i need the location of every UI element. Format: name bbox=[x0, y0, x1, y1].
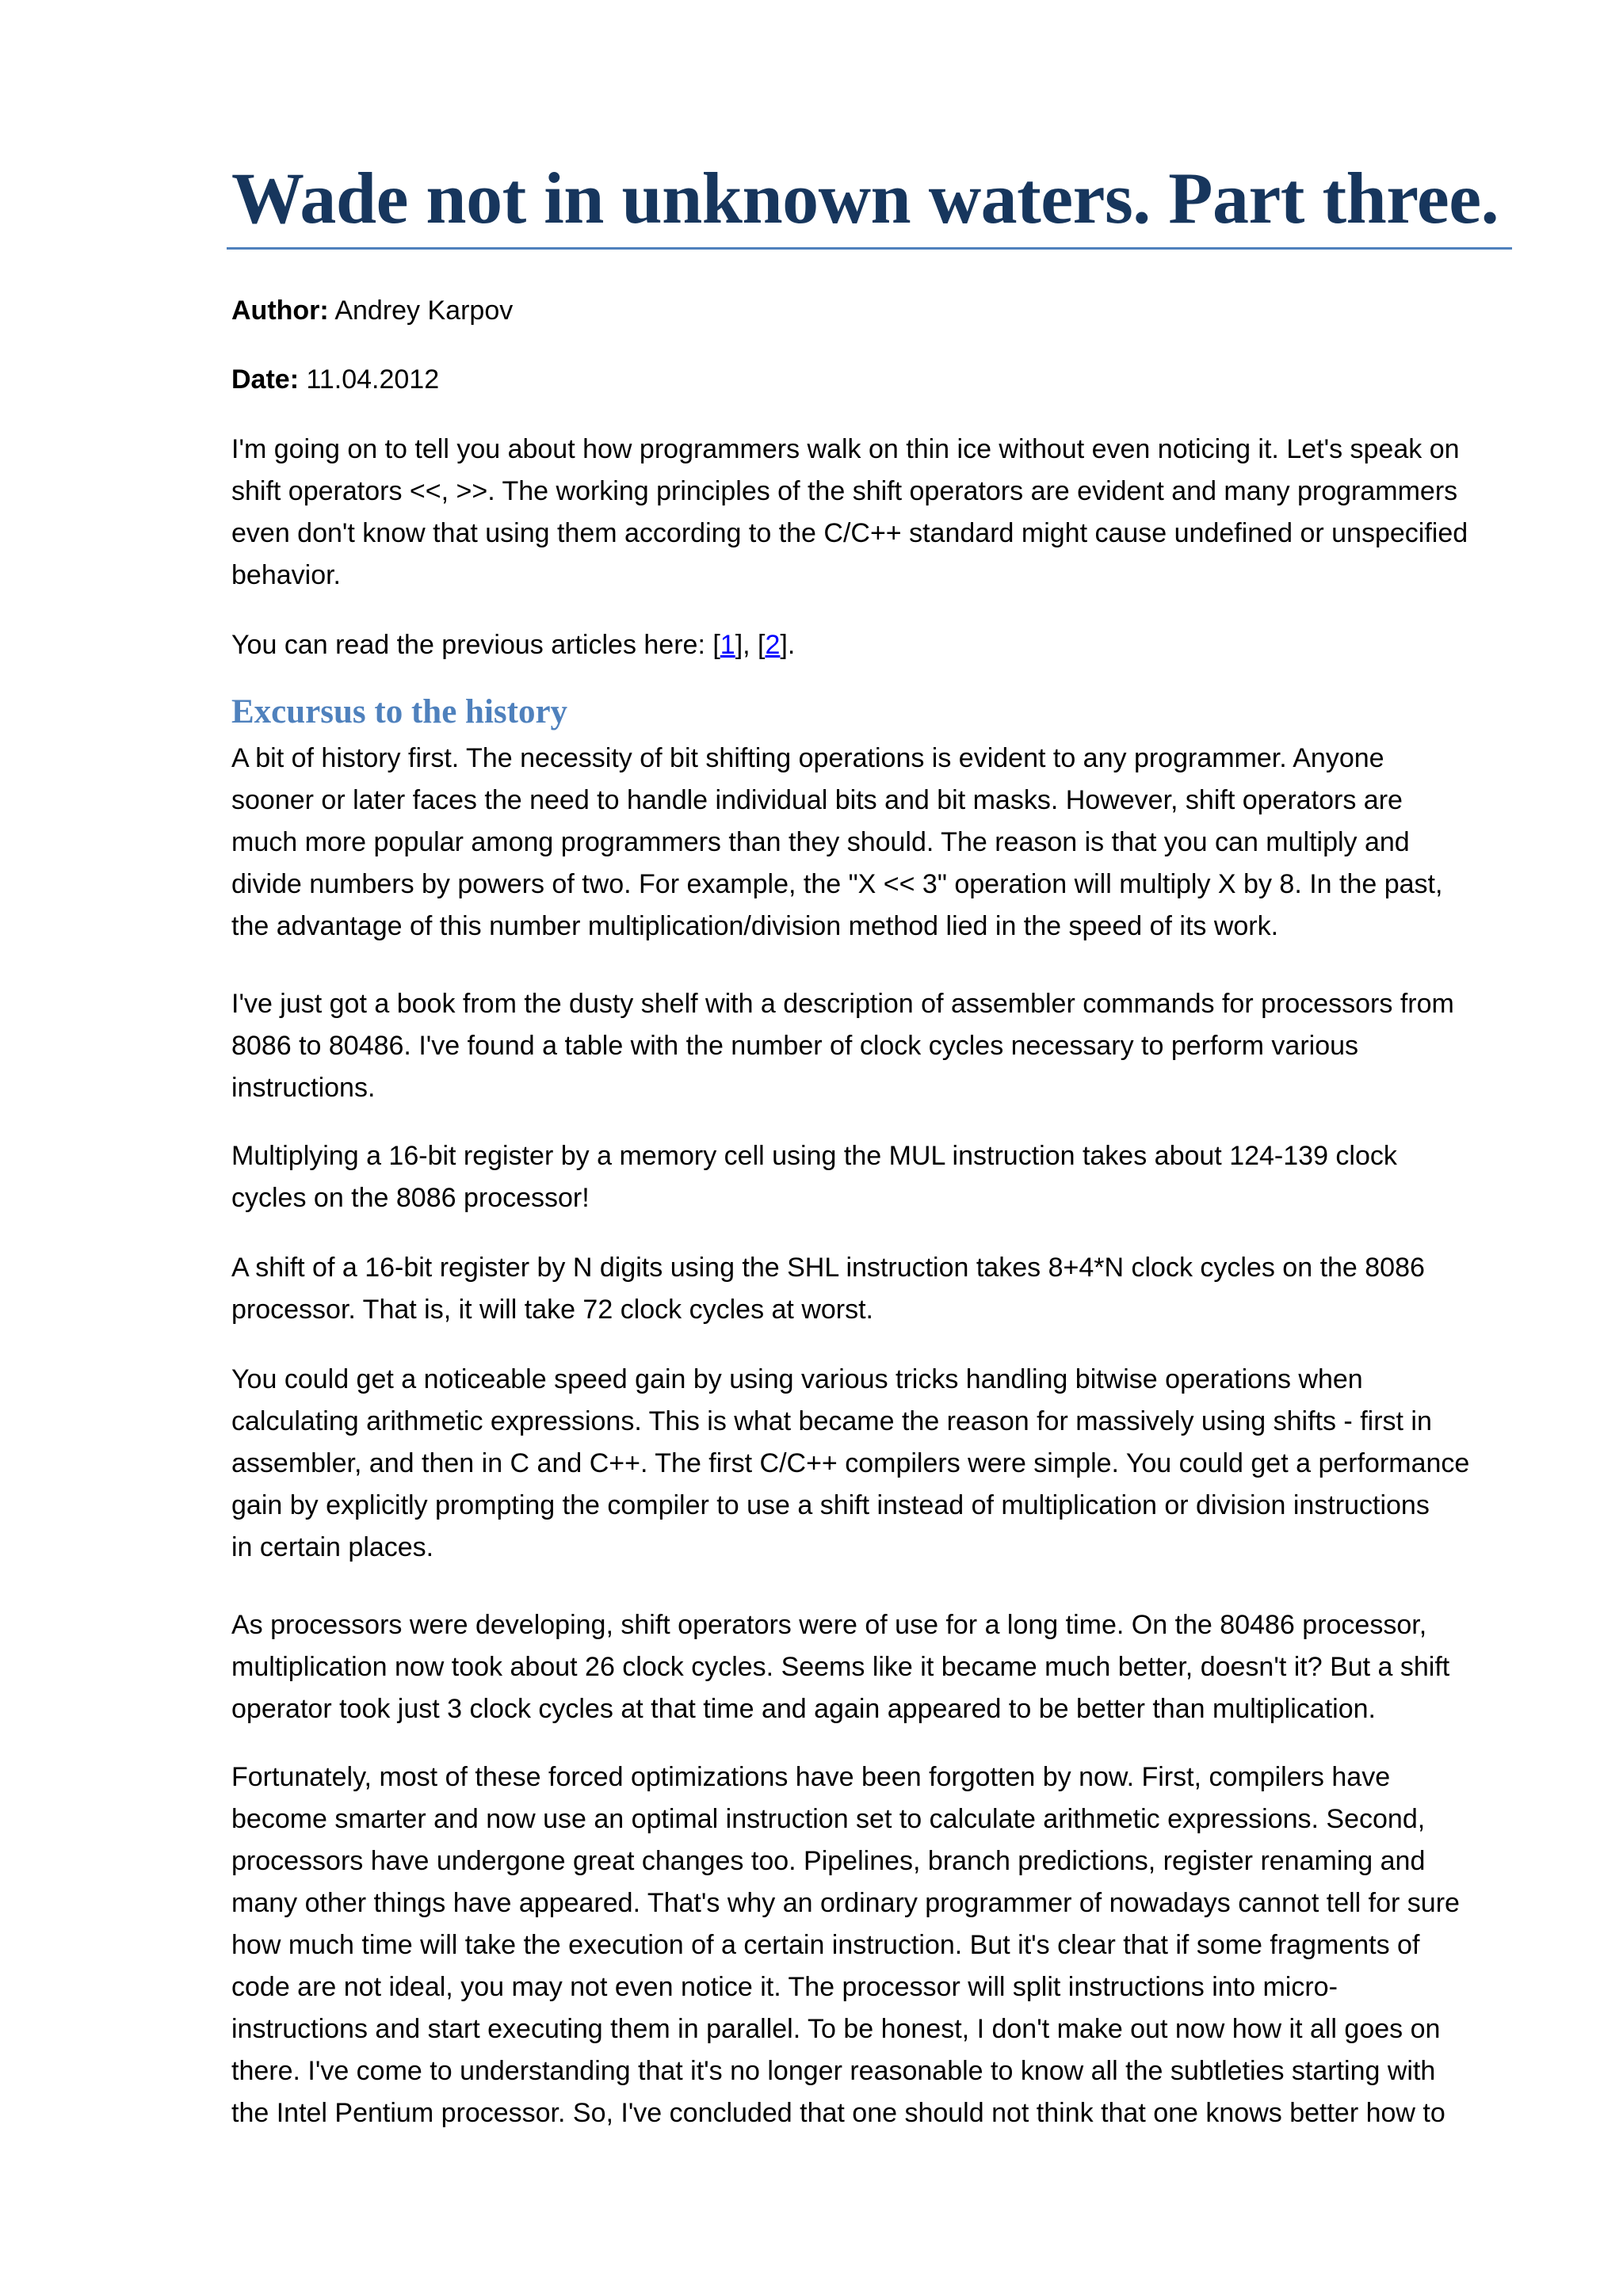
document-page bbox=[231, 151, 1515, 2128]
text-line: 8086 to 80486. I've found a table with the number of clock cycles necessary to perform various bbox=[231, 1031, 1359, 1061]
text-line: become smarter and now use an optimal instruction set to calculate arithmetic expressions. Second, bbox=[231, 1804, 1426, 1834]
text-line: As processors were developing, shift operators were of use for a long time. On the 80486 processor, bbox=[231, 1610, 1427, 1640]
text-line: sooner or later faces the need to handle individual bits and bit masks. However, shift operators are bbox=[231, 785, 1403, 815]
text-line: instructions and start executing them in parallel. To be honest, I don't make out now how it all goes on bbox=[231, 2014, 1441, 2044]
text-line: I've just got a book from the dusty shelf with a description of assembler commands for processors from bbox=[231, 989, 1454, 1019]
paragraph bbox=[231, 1604, 1547, 1730]
paragraph bbox=[231, 983, 1547, 1109]
intro-paragraph bbox=[231, 429, 1547, 597]
text-line: You could get a noticeable speed gain by using various tricks handling bitwise operations when bbox=[231, 1364, 1363, 1394]
text-line: processors have undergone great changes too. Pipelines, branch predictions, register renaming and bbox=[231, 1846, 1426, 1876]
author-name: Andrey Karpov bbox=[334, 296, 514, 326]
paragraph bbox=[231, 1135, 1547, 1219]
text-line: there. I've come to understanding that it's no longer reasonable to know all the subtleties starting with bbox=[231, 2056, 1436, 2086]
text-line: assembler, and then in C and C++. The first C/C++ compilers were simple. You could get a performance bbox=[231, 1448, 1470, 1478]
text-line: cycles on the 8086 processor! bbox=[231, 1183, 590, 1213]
text-line: the advantage of this number multiplication/division method lied in the speed of its work. bbox=[231, 911, 1279, 941]
document-title: Wade not in unknown waters. Part three. bbox=[231, 158, 1499, 238]
text-line: I'm going on to tell you about how programmers walk on thin ice without even noticing it. Let's speak on bbox=[231, 434, 1460, 464]
text-line: code are not ideal, you may not even notice it. The processor will split instructions into micro- bbox=[231, 1972, 1338, 2002]
author-label: Author: bbox=[231, 296, 329, 326]
title-underline bbox=[227, 247, 1512, 250]
previous-prefix: You can read the previous articles here: [ bbox=[231, 630, 720, 660]
text-line: how much time will take the execution of a certain instruction. But it's clear that if some fragments of bbox=[231, 1930, 1420, 1960]
date-line bbox=[231, 364, 439, 395]
paragraph bbox=[231, 1756, 1547, 2134]
text-line: behavior. bbox=[231, 560, 341, 590]
text-line: much more popular among programmers than they should. The reason is that you can multiply and bbox=[231, 827, 1410, 857]
text-line: multiplication now took about 26 clock cycles. Seems like it became much better, doesn't it? But a shift bbox=[231, 1652, 1450, 1682]
text-line: A bit of history first. The necessity of bit shifting operations is evident to any programmer. Anyone bbox=[231, 743, 1384, 773]
text-line: operator took just 3 clock cycles at that time and again appeared to be better than multiplication. bbox=[231, 1694, 1376, 1724]
text-line: A shift of a 16-bit register by N digits using the SHL instruction takes 8+4*N clock cycles on the 8086 bbox=[231, 1253, 1425, 1283]
text-line: shift operators <<, >>. The working principles of the shift operators are evident and many programmers bbox=[231, 476, 1458, 506]
article-link-1[interactable]: 1 bbox=[720, 630, 735, 660]
text-line: calculating arithmetic expressions. This is what became the reason for massively using shifts - first in bbox=[231, 1406, 1432, 1436]
date-value: 11.04.2012 bbox=[306, 364, 440, 395]
text-line: the Intel Pentium processor. So, I've concluded that one should not think that one knows better how to bbox=[231, 2098, 1445, 2128]
text-line: instructions. bbox=[231, 1073, 376, 1103]
author-line bbox=[231, 295, 513, 326]
paragraph bbox=[231, 1359, 1547, 1569]
text-line: even don't know that using them according to the C/C++ standard might cause undefined or unspecified bbox=[231, 518, 1468, 548]
article-link-2[interactable]: 2 bbox=[765, 630, 781, 660]
text-line: gain by explicitly prompting the compiler to use a shift instead of multiplication or division instructions bbox=[231, 1490, 1430, 1520]
section-heading: Excursus to the history bbox=[231, 693, 568, 730]
text-line: Fortunately, most of these forced optimizations have been forgotten by now. First, compilers have bbox=[231, 1762, 1391, 1792]
text-line: processor. That is, it will take 72 clock cycles at worst. bbox=[231, 1295, 873, 1325]
previous-articles-line bbox=[231, 624, 1547, 666]
paragraph bbox=[231, 1247, 1547, 1331]
text-line: Multiplying a 16-bit register by a memory cell using the MUL instruction takes about 124-139 clock bbox=[231, 1141, 1397, 1171]
previous-suffix: ]. bbox=[780, 630, 796, 660]
text-line: divide numbers by powers of two. For example, the "X << 3" operation will multiply X by 8. In the past, bbox=[231, 869, 1443, 899]
text-line: in certain places. bbox=[231, 1532, 434, 1562]
paragraph bbox=[231, 738, 1547, 948]
text-line: many other things have appeared. That's why an ordinary programmer of nowadays cannot tell for sure bbox=[231, 1888, 1460, 1918]
date-label: Date: bbox=[231, 364, 300, 395]
previous-middle: ], [ bbox=[735, 630, 766, 660]
